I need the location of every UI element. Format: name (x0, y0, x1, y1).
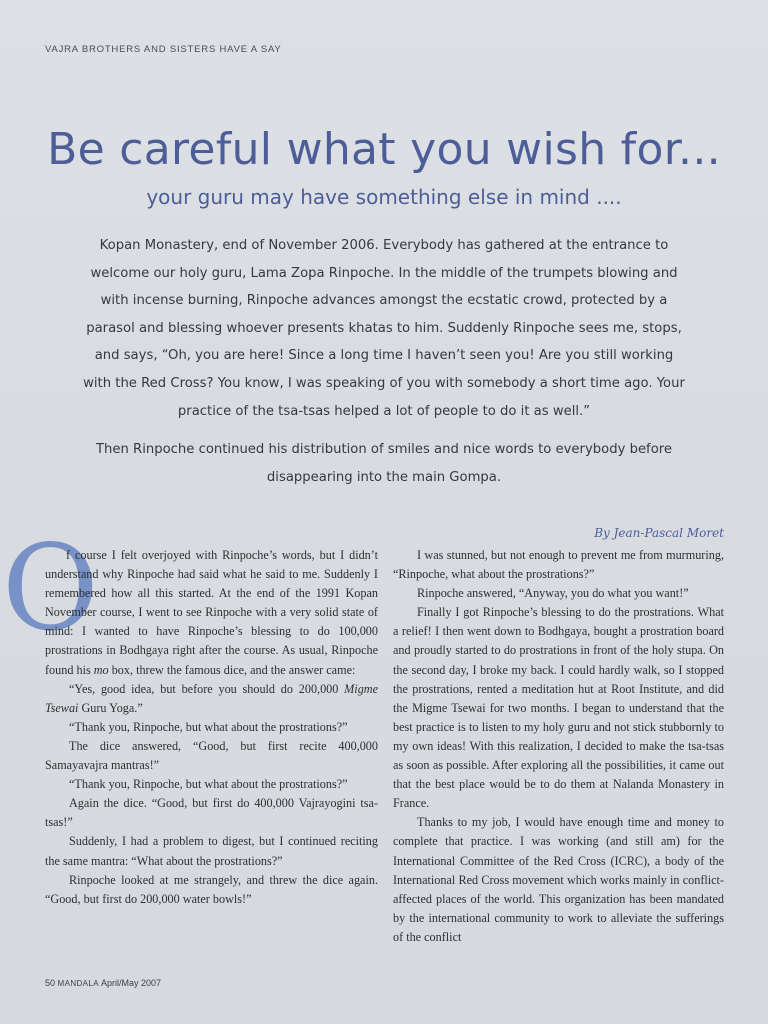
body-paragraph: Thanks to my job, I would have enough time and money to complete that practice. I was working (and still am) for the International Committee of the Red Cross (ICRC), a body of the International Red Cross movement which works mainly in conflict-affected places of the world. This organization has been mandated by the international community to work to alleviate the sufferings of the conflict (393, 815, 724, 944)
byline: By Jean-Pascal Moret (594, 526, 724, 540)
body-paragraph: “Thank you, Rinpoche, but what about the prostrations?” (69, 777, 348, 792)
paragraph-text: “Yes, good idea, but before you should do 200,000 (69, 681, 345, 696)
body-paragraph (45, 680, 378, 718)
paragraph-text: Guru Yoga.” (78, 700, 143, 715)
emphasis-text: Migme Tsewai (45, 681, 378, 715)
body-paragraph: Rinpoche looked at me strangely, and threw the dice again. “Good, but first do 200,000 water bowls!” (45, 872, 378, 906)
magazine-name: MANDALA (57, 979, 100, 988)
page-footer (45, 978, 161, 988)
intro-paragraph: Then Rinpoche continued his distribution of smiles and nice words to everybody before disappearing into the main Gompa. (95, 442, 673, 485)
article-subtitle: your guru may have something else in mind .... (146, 185, 622, 209)
body-paragraph: Suddenly, I had a problem to digest, but I continued reciting the same mantra: “What about the prostrations?” (45, 834, 378, 868)
body-column-right (393, 546, 724, 947)
section-label: VAJRA BROTHERS AND SISTERS HAVE A SAY (45, 44, 282, 55)
body-column-left (45, 546, 378, 909)
article-title: Be careful what you wish for... (47, 124, 721, 175)
issue-date: April/May 2007 (101, 978, 162, 988)
drop-cap: O (2, 519, 99, 657)
paragraph-text: box, threw the famous dice, and the answer came: (108, 662, 356, 677)
body-paragraph: Rinpoche answered, “Anyway, you do what you want!” (417, 586, 689, 601)
body-paragraph: The dice answered, “Good, but first recite 400,000 Samayavajra mantras!” (45, 738, 378, 773)
body-paragraph: “Thank you, Rinpoche, but what about the prostrations?” (69, 719, 348, 734)
body-paragraph: I was stunned, but not enough to prevent me from murmuring, “Rinpoche, what about the prostrations?” (393, 548, 724, 582)
page-number: 50 (45, 978, 56, 988)
body-paragraph: Again the dice. “Good, but first do 400,000 Vajrayogini tsa-tsas!” (45, 796, 378, 830)
emphasis-text: mo (93, 662, 109, 677)
intro-paragraph: Kopan Monastery, end of November 2006. Everybody has gathered at the entrance to welcome our holy guru, Lama Zopa Rinpoche. In the middle of the trumpets blowing and with incense burning, Rinpoche advances amongst the ecstatic crowd, protected by a parasol and blessing whoever presents khatas to him. Suddenly Rinpoche sees me, stops, and says, “Oh, you are here! Since a long time I haven’t seen you! Are you still working with the Red Cross? You know, I was speaking of you with somebody a short time ago. Your practice of the tsa-tsas helped a lot of people to do it as well.” (83, 238, 685, 419)
body-paragraph (45, 546, 378, 680)
paragraph-text: f course I felt overjoyed with Rinpoche’s words, but I didn’t understand why Rinpoche had said what he said to me. Suddenly I remembered how all this started. At the end of the 1991 Kopan November course, I went to see Rinpoche with a very solid state of mind: I wanted to have Rinpoche’s blessing to do 100,000 prostrations in Bodhgaya right after the course. As usual, Rinpoche found his (45, 548, 378, 677)
article-intro (80, 232, 688, 491)
body-paragraph: Finally I got Rinpoche’s blessing to do the prostrations. What a relief! I then went down to Bodhgaya, bought a prostration board and proudly started to do prostrations in front of the holy stupa. On the second day, I broke my back. I could hardly walk, so I stopped the prostrations, rented a meditation hut at Root Institute, and did the Migme Tsewai for two months. I began to understand that the best practice is to listen to my holy guru and not stick stubbornly to my own ideas! With this realization, I decided to make the tsa-tsas as soon as possible. After exploring all the possibilities, it came out that the best place would be to do them at Nalanda Monastery in France. (393, 605, 724, 811)
